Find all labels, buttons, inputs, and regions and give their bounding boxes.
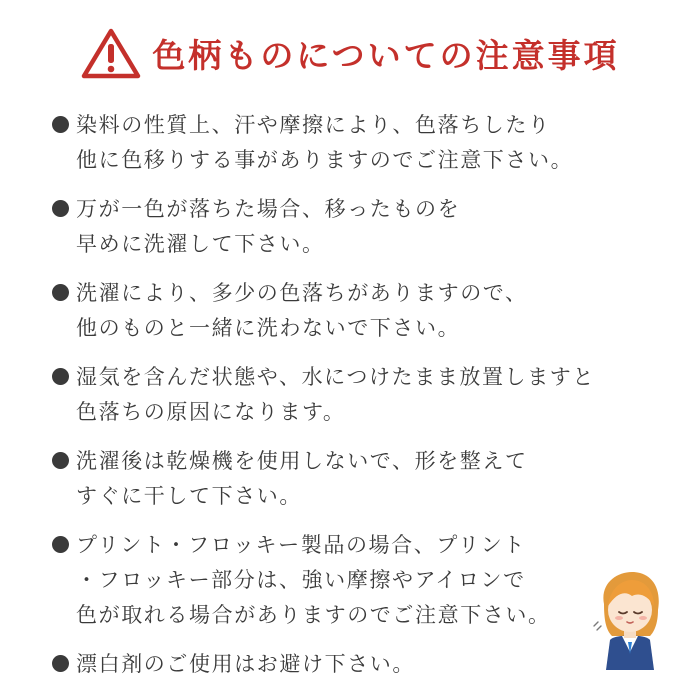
notice-item xyxy=(52,192,652,262)
notice-item xyxy=(52,647,652,682)
notice-text: 他のものと一緒に洗わないで下さい。 xyxy=(76,316,461,340)
notice-item xyxy=(52,528,652,633)
bowing-girl-icon xyxy=(592,566,668,670)
notice-line xyxy=(52,598,652,633)
notice-line xyxy=(52,108,652,143)
notice-text: 染料の性質上、汗や摩擦により、色落ちしたり xyxy=(76,113,551,137)
notice-item xyxy=(52,276,652,346)
title-bar xyxy=(0,27,700,79)
notice-list xyxy=(52,108,652,696)
notice-line xyxy=(52,479,652,514)
bullet-icon xyxy=(52,368,69,385)
notice-line xyxy=(52,311,652,346)
bullet-icon xyxy=(52,452,69,469)
notice-line xyxy=(52,360,652,395)
notice-line xyxy=(52,528,652,563)
notice-text: 色落ちの原因になります。 xyxy=(76,400,346,424)
notice-line xyxy=(52,276,652,311)
notice-line xyxy=(52,647,652,682)
bullet-icon xyxy=(52,284,69,301)
notice-text: 万が一色が落ちた場合、移ったものを xyxy=(76,197,461,221)
warning-triangle-icon xyxy=(80,27,142,79)
bullet-icon xyxy=(52,116,69,133)
notice-line xyxy=(52,227,652,262)
notice-text: 色が取れる場合がありますのでご注意下さい。 xyxy=(76,603,551,627)
bullet-icon xyxy=(52,200,69,217)
notice-item xyxy=(52,360,652,430)
notice-line xyxy=(52,143,652,178)
notice-text: すぐに干して下さい。 xyxy=(76,484,302,508)
bullet-icon xyxy=(52,536,69,553)
notice-text: プリント・フロッキー製品の場合、プリント xyxy=(76,533,526,557)
notice-text: 湿気を含んだ状態や、水につけたまま放置しますと xyxy=(76,365,595,389)
notice-text: 洗濯により、多少の色落ちがありますので、 xyxy=(76,281,528,305)
notice-text: 早めに洗濯して下さい。 xyxy=(76,232,325,256)
page-title: 色柄ものについての注意事項 xyxy=(152,35,620,75)
notice-line xyxy=(52,192,652,227)
notice-text: 他に色移りする事がありますのでご注意下さい。 xyxy=(76,148,574,172)
notice-text: 漂白剤のご使用はお避け下さい。 xyxy=(76,652,415,676)
notice-text: ・フロッキー部分は、強い摩擦やアイロンで xyxy=(76,568,526,592)
notice-item xyxy=(52,444,652,514)
notice-line xyxy=(52,444,652,479)
notice-item xyxy=(52,108,652,178)
bullet-icon xyxy=(52,655,69,672)
notice-line xyxy=(52,395,652,430)
notice-line xyxy=(52,563,652,598)
notice-text: 洗濯後は乾燥機を使用しないで、形を整えて xyxy=(76,449,528,473)
